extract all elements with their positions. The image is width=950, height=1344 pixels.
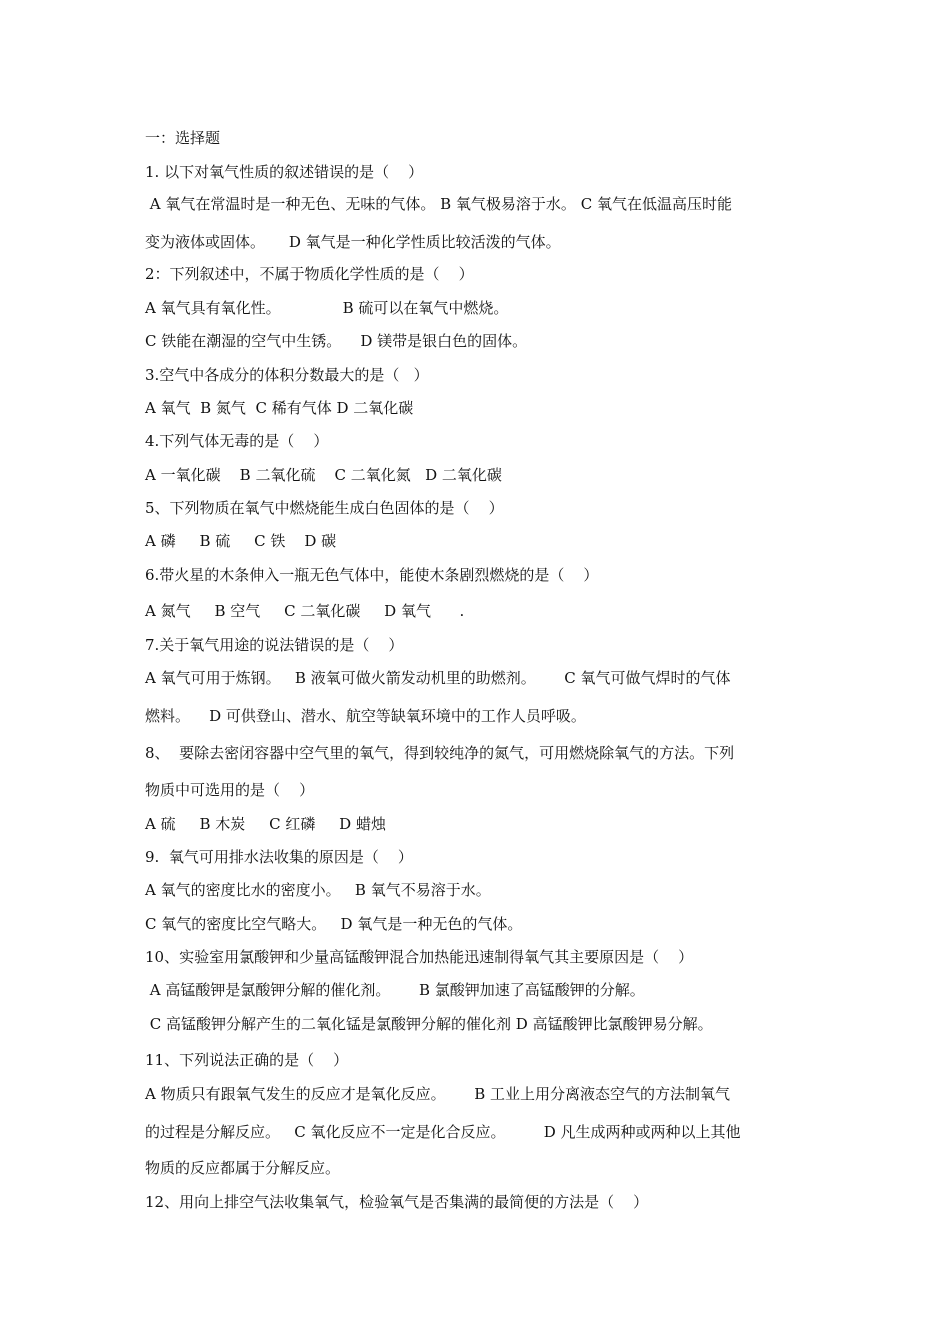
question-4-options: A 一氧化碳 B 二氧化硫 C 二氧化氮 D 二氧化碳 [145, 466, 502, 484]
question-3: 3.空气中各成分的体积分数最大的是（ ） [145, 366, 429, 384]
question-10-options-cd: C 高锰酸钾分解产生的二氧化锰是氯酸钾分解的催化剂 D 高锰酸钾比氯酸钾易分解。 [145, 1015, 713, 1033]
question-8: 8、 要除去密闭容器中空气里的氧气，得到较纯净的氮气，可用燃烧除氧气的方法。下列 [145, 744, 735, 762]
question-11-options: A 物质只有跟氧气发生的反应才是氧化反应。 B 工业上用分离液态空气的方法制氧气 [145, 1085, 731, 1103]
question-2: 2：下列叙述中，不属于物质化学性质的是（ ） [145, 265, 474, 283]
question-7: 7.关于氧气用途的说法错误的是（ ） [145, 636, 404, 654]
question-9-options-cd: C 氧气的密度比空气略大。 D 氧气是一种无色的气体。 [145, 915, 523, 933]
question-10-options-ab: A 高锰酸钾是氯酸钾分解的催化剂。 B 氯酸钾加速了高锰酸钾的分解。 [145, 981, 645, 999]
question-11: 11、下列说法正确的是（ ） [145, 1051, 349, 1069]
question-6-options: A 氮气 B 空气 C 二氧化碳 D 氧气 . [145, 602, 465, 620]
question-6: 6.带火星的木条伸入一瓶无色气体中，能使木条剧烈燃烧的是（ ） [145, 566, 599, 584]
question-9-options-ab: A 氧气的密度比水的密度小。 B 氧气不易溶于水。 [145, 881, 491, 899]
question-4: 4.下列气体无毒的是（ ） [145, 432, 329, 450]
question-11-options-cont: 的过程是分解反应。 C 氧化反应不一定是化合反应。 D 凡生成两种或两种以上其他 [145, 1123, 741, 1141]
question-8-options: A 硫 B 木炭 C 红磷 D 蜡烛 [145, 815, 386, 833]
question-7-options: A 氧气可用于炼钢。 B 液氧可做火箭发动机里的助燃剂。 C 氧气可做气焊时的气体 [145, 669, 731, 687]
question-10: 10、实验室用氯酸钾和少量高锰酸钾混合加热能迅速制得氧气其主要原因是（ ） [145, 948, 694, 966]
question-8-cont: 物质中可选用的是（ ） [145, 781, 315, 799]
question-3-options: A 氧气 B 氮气 C 稀有气体 D 二氧化碳 [145, 399, 414, 417]
question-9: 9. 氧气可用排水法收集的原因是（ ） [145, 848, 413, 866]
question-7-options-cont: 燃料。 D 可供登山、潜水、航空等缺氧环境中的工作人员呼吸。 [145, 707, 586, 725]
question-1: 1. 以下对氧气性质的叙述错误的是（ ） [145, 163, 424, 181]
question-5-options: A 磷 B 硫 C 铁 D 碳 [145, 532, 337, 550]
question-1-options: A 氧气在常温时是一种无色、无味的气体。 B 氧气极易溶于水。 C 氧气在低温高压时能 [145, 195, 732, 213]
question-1-options-cont: 变为液体或固体。 D 氧气是一种化学性质比较活泼的气体。 [145, 233, 561, 251]
question-5: 5、下列物质在氧气中燃烧能生成白色固体的是（ ） [145, 499, 504, 517]
question-2-options-ab: A 氧气具有氧化性。 B 硫可以在氧气中燃烧。 [145, 299, 509, 317]
question-12: 12、用向上排空气法收集氧气，检验氧气是否集满的最简便的方法是（ ） [145, 1193, 649, 1211]
section-title: 一：选择题 [145, 129, 221, 147]
question-11-options-end: 物质的反应都属于分解反应。 [145, 1159, 341, 1177]
question-2-options-cd: C 铁能在潮湿的空气中生锈。 D 镁带是银白色的固体。 [145, 332, 528, 350]
